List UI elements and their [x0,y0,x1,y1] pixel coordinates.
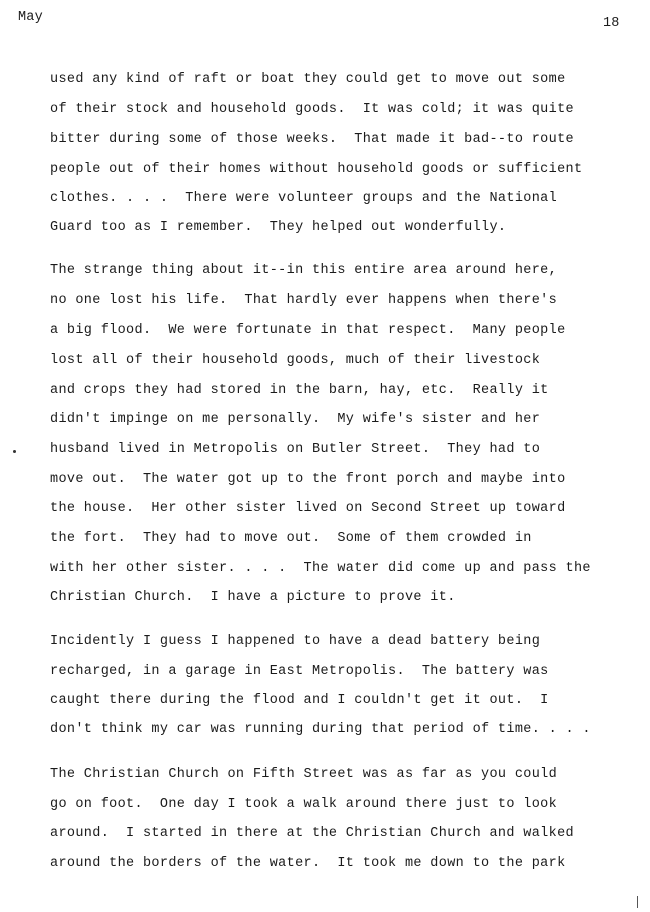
text-line: of their stock and household goods. It was cold; it was quite [50,102,574,117]
text-line: caught there during the flood and I couldn't get it out. I [50,693,549,708]
text-line: people out of their homes without household goods or sufficient [50,162,583,177]
text-line: clothes. . . . There were volunteer groups and the National [50,191,558,206]
scan-speck [13,450,16,453]
text-line: Guard too as I remember. They helped out wonderfully. [50,220,507,235]
text-line: with her other sister. . . . The water did come up and pass the [50,561,591,576]
text-line: move out. The water got up to the front porch and maybe into [50,472,566,487]
text-line: a big flood. We were fortunate in that respect. Many people [50,323,566,338]
text-line: the house. Her other sister lived on Second Street up toward [50,501,566,516]
page-number: 18 [603,16,620,31]
text-line: Incidently I guess I happened to have a dead battery being [50,634,541,649]
text-line: go on foot. One day I took a walk around there just to look [50,797,558,812]
text-line: didn't impinge on me personally. My wife's sister and her [50,412,541,427]
text-line: around the borders of the water. It took me down to the park [50,856,566,871]
text-line: the fort. They had to move out. Some of them crowded in [50,531,532,546]
text-line: around. I started in there at the Christian Church and walked [50,826,574,841]
text-line: no one lost his life. That hardly ever happens when there's [50,293,558,308]
text-line: lost all of their household goods, much of their livestock [50,353,541,368]
text-line: The strange thing about it--in this entire area around here, [50,263,558,278]
text-line: The Christian Church on Fifth Street was as far as you could [50,767,558,782]
text-line: don't think my car was running during that period of time. . . . [50,722,591,737]
header-author: May [18,10,43,25]
text-line: bitter during some of those weeks. That made it bad--to route [50,132,574,147]
scan-mark [637,896,638,908]
text-line: Christian Church. I have a picture to prove it. [50,590,456,605]
text-line: and crops they had stored in the barn, hay, etc. Really it [50,383,549,398]
text-line: used any kind of raft or boat they could get to move out some [50,72,566,87]
text-line: husband lived in Metropolis on Butler Street. They had to [50,442,541,457]
text-line: recharged, in a garage in East Metropolis. The battery was [50,664,549,679]
